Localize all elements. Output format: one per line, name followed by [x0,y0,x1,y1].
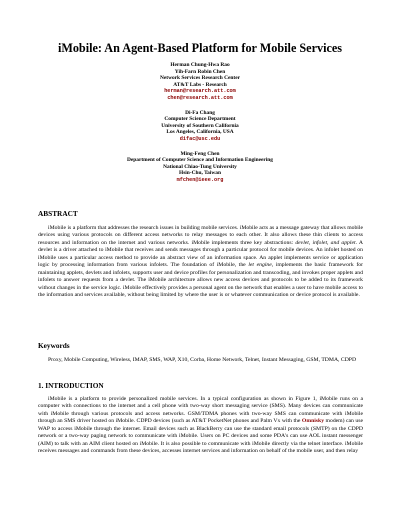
paper-title: iMobile: An Agent-Based Platform for Mobile Services [57,41,343,55]
affiliation-line: Computer Science Department [164,116,236,123]
abstract-heading: ABSTRACT [38,209,78,218]
author-email[interactable]: herman@research.att.com [164,88,236,95]
abstract-text-part: . A devlet is a driver attached to iMobile that receives and sends messages through a particular protocol for mobile devices. An infolet hosted on iMobile uses a particular access method to provide an abstract view of an information space. An applet implements service or application logic by processing information from various infolets. The foundation of iMobile, the [38,239,363,269]
affiliation-line: AT&T Labs - Research [173,81,227,88]
author-block [0,62,400,192]
affiliation-line: Yih-Farn Robin Chen [174,68,226,75]
keywords-heading: Keywords [38,341,70,350]
intro-text-part: iMobile is a platform to provide personalized mobile services. In a typical configuration as shown in Figure 1, iMobile runs on a computer with connections to the internet and a cell phone with two-way short messaging service (SMS). Many devices can communicate with iMobile through various protocols and access networks. GSM/TDMA phones with two-way SMS can communicate with iMobile through an SMS driver hosted on iMobile. CDPD devices (such as AT&T PocketNet phones and Palm Vx with the [38,396,363,425]
intro-heading: 1. INTRODUCTION [38,381,104,390]
affiliation-line: Network Services Research Center [160,75,240,82]
author-name: Di-Fa Chang [185,109,215,116]
author-name: Herman Chung-Hwa Rao [170,62,230,68]
affiliation-line: Department of Computer Science and Information Engineering [126,157,274,164]
omnisky-link[interactable]: Omnisky [301,418,325,425]
author-2 [0,110,400,143]
abstract-text [38,225,363,300]
author-email[interactable]: difac@usc.edu [179,135,221,142]
keywords-text: Proxy, Mobile Computing, Wireless, IMAP, SMS, WAP, X10, Corba, Home Network, Telnet, Instant Messaging, GSM, TDMA, CDPD [48,357,357,363]
abstract-text-part: iMobile is a platform that addresses the research issues in building mobile services. iMobile acts as a message gateway that allows mobile devices using various protocols on different access networks to relay messages to each other. It also allows these thin clients to access resources and information on the internet and various networks. iMobile implements three key abstractions: [38,225,363,246]
abstract-text-part: , implements the basic framework for maintaining applets, devlets and infolets, supports user and device profiles for personalization and transcoding, and invokes proper applets and infolets to answer requests from a devlet. The iMobile architecture allows new access devices and protocols to be added to its framework without changes in the service logic. iMobile effectively provides a personal agent on the network that enables a user to have mobile access to the information and services available, without being limited by where the user is or whatever communication or device protocol is available. [38,262,363,299]
affiliation-line: Hsin-Chu, Taiwan [179,170,221,177]
author-1 [0,62,400,102]
affiliation-line: Los Angeles, California, USA [166,129,234,136]
affiliation-line: National Chiao-Tung University [163,163,237,170]
intro-text [38,396,363,456]
intro-text-part: modem) can use WAP to access iMobile through the internet. Email devices such as BlackBerry can use the standard email protocols (SMTP) on the CDPD network or a two-way paging network to communicate with iMobile. Users on PC devices and some PDA's can use AOL instant messenger (AIM) to talk with an AIM client hosted on iMobile. It is also possible to communicate with iMobile directly via the telnet interface. iMobile receives messages and commands from these devices, accesses internet services and information on behalf of the mobile user, and then relay [38,418,363,455]
affiliation-line: University of Southern California [161,122,239,129]
abstract-text-italic: let engine [248,262,272,269]
author-email[interactable]: mfchen@ieee.org [176,176,224,183]
author-email[interactable]: chen@research.att.com [167,94,233,101]
author-3 [0,151,400,184]
abstract-text-italic: devlet, infolet, and applet [295,239,356,246]
author-name: Ming-Feng Chen [180,150,220,157]
